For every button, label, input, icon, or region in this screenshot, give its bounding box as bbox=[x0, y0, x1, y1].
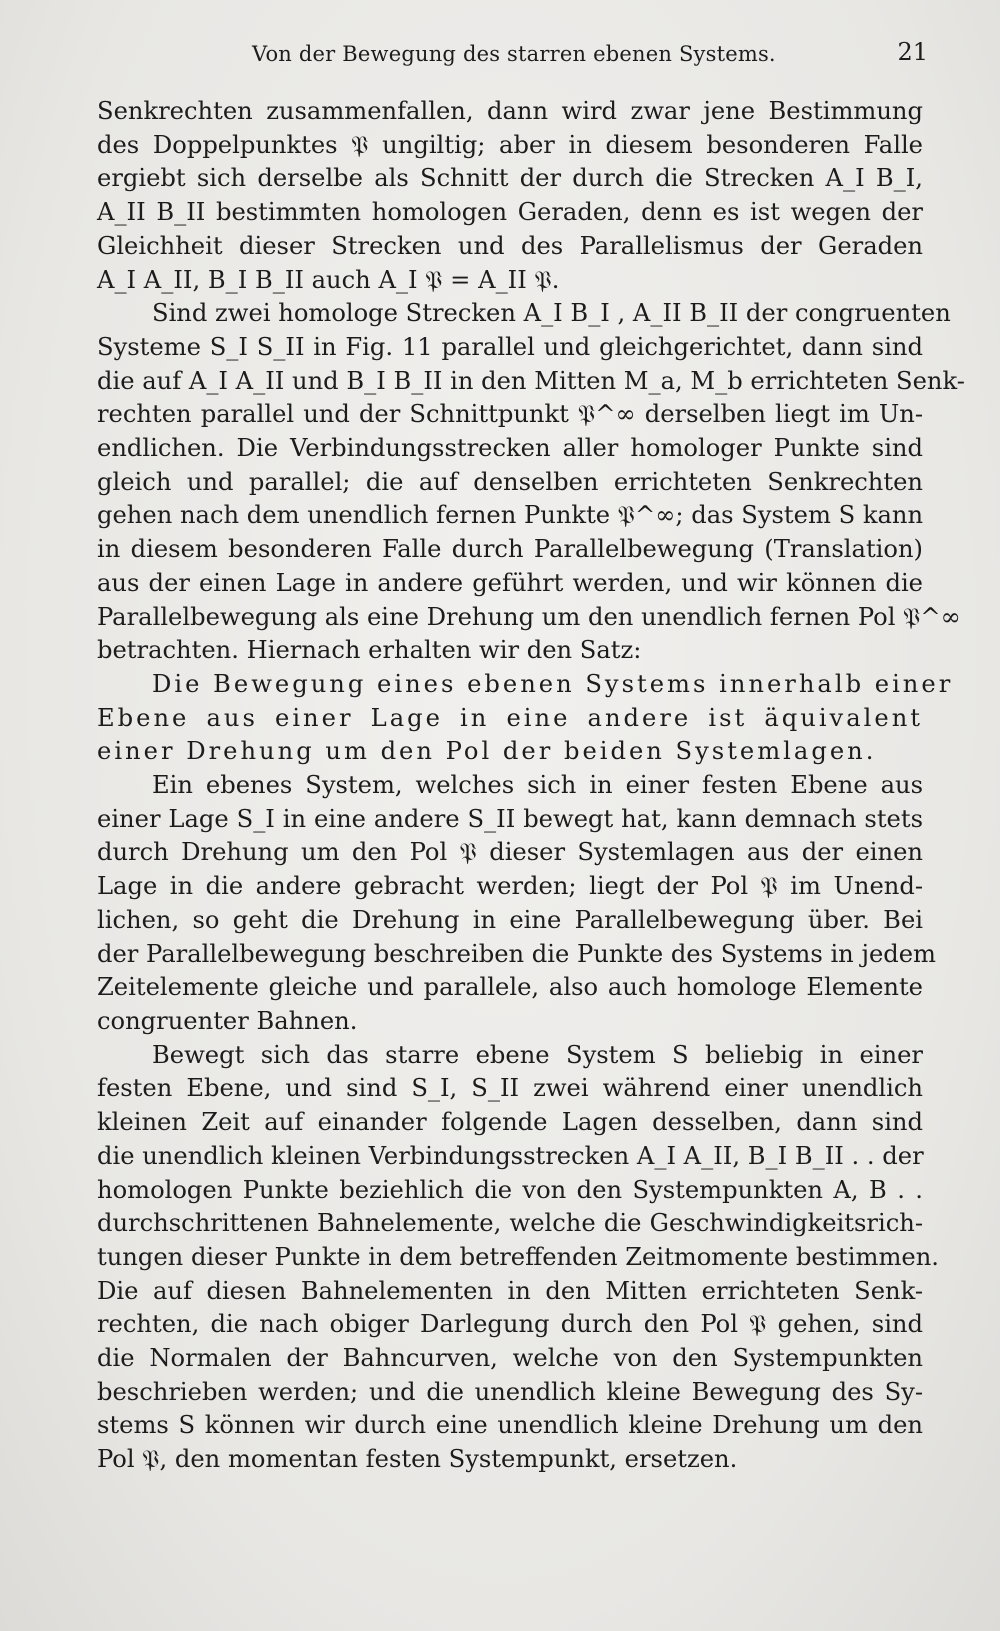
text-line: A_II B_II bestimmten homologen Geraden, denn es ist wegen der bbox=[97, 198, 923, 227]
text-line: die Normalen der Bahncurven, welche von den Systempunkten bbox=[97, 1344, 923, 1373]
text-line: aus der einen Lage in andere geführt werden, und wir können die bbox=[97, 568, 923, 597]
text-line: Systeme S_I S_II in Fig. 11 parallel und gleichgerichtet, dann sind bbox=[97, 332, 923, 361]
running-head: Von der Bewegung des starren ebenen Systems. bbox=[252, 42, 776, 66]
text-line: die auf A_I A_II und B_I B_II in den Mitten M_a, M_b errichteten Senk- bbox=[97, 366, 965, 395]
text-line: homologen Punkte beziehlich die von den Systempunkten A, B . . bbox=[97, 1175, 923, 1204]
text-line: Gleichheit dieser Strecken und des Parallelismus der Geraden bbox=[97, 231, 923, 260]
text-line: des Doppelpunktes 𝔓 ungiltig; aber in diesem besonderen Falle bbox=[97, 130, 923, 159]
text-line: beschrieben werden; und die unendlich kleine Bewegung des Sy- bbox=[97, 1377, 923, 1406]
text-line: Die Bewegung eines ebenen Systems innerhalb einer bbox=[152, 669, 954, 698]
page-number: 21 bbox=[897, 38, 928, 66]
text-line: Senkrechten zusammenfallen, dann wird zwar jene Bestimmung bbox=[97, 97, 923, 125]
text-line: Pol 𝔓, den momentan festen Systempunkt, ersetzen. bbox=[97, 1445, 738, 1474]
text-line: gehen nach dem unendlich fernen Punkte 𝔓^∞; das System S kann bbox=[97, 501, 924, 530]
text-line: Lage in die andere gebracht werden; liegt der Pol 𝔓 im Unend- bbox=[97, 872, 923, 901]
text-line: festen Ebene, und sind S_I, S_II zwei während einer unendlich bbox=[97, 1074, 923, 1103]
text-line: congruenter Bahnen. bbox=[97, 1006, 358, 1035]
text-line: durch Drehung um den Pol 𝔓 dieser Systemlagen aus der einen bbox=[97, 838, 923, 867]
text-line: rechten, die nach obiger Darlegung durch den Pol 𝔓 gehen, sind bbox=[97, 1310, 923, 1339]
text-line: lichen, so geht die Drehung in eine Parallelbewegung über. Bei bbox=[97, 905, 923, 934]
text-line: der Parallelbewegung beschreiben die Punkte des Systems in jedem bbox=[97, 939, 936, 968]
text-line: einer Drehung um den Pol der beiden Systemlagen. bbox=[97, 737, 877, 766]
text-line: Zeitelemente gleiche und parallele, also auch homologe Elemente bbox=[97, 973, 923, 1002]
text-line: tungen dieser Punkte in dem betreffenden Zeitmomente bestimmen. bbox=[97, 1242, 939, 1271]
text-line: in diesem besonderen Falle durch Parallelbewegung (Translation) bbox=[97, 535, 923, 564]
text-line: Bewegt sich das starre ebene System S beliebig in einer bbox=[152, 1040, 923, 1069]
text-line: ergiebt sich derselbe als Schnitt der durch die Strecken A_I B_I, bbox=[97, 164, 923, 193]
text-line: betrachten. Hiernach erhalten wir den Satz: bbox=[97, 636, 642, 665]
text-line: kleinen Zeit auf einander folgende Lagen desselben, dann sind bbox=[97, 1108, 923, 1137]
body-text bbox=[97, 95, 965, 1477]
text-line: Die auf diesen Bahnelementen in den Mitten errichteten Senk- bbox=[97, 1276, 923, 1305]
page-header bbox=[100, 36, 930, 76]
text-line: Sind zwei homologe Strecken A_I B_I , A_II B_II der congruenten bbox=[152, 299, 951, 328]
text-line: Ein ebenes System, welches sich in einer festen Ebene aus bbox=[152, 771, 923, 800]
text-line: endlichen. Die Verbindungsstrecken aller homologer Punkte sind bbox=[97, 434, 923, 463]
text-line: rechten parallel und der Schnittpunkt 𝔓^∞ derselben liegt im Un- bbox=[97, 400, 923, 429]
text-line: einer Lage S_I in eine andere S_II bewegt hat, kann demnach stets bbox=[97, 804, 923, 833]
text-line: durchschrittenen Bahnelemente, welche die Geschwindigkeitsrich- bbox=[97, 1209, 923, 1238]
text-line: die unendlich kleinen Verbindungsstrecken A_I A_II, B_I B_II . . der bbox=[97, 1141, 924, 1170]
text-line: stems S können wir durch eine unendlich kleine Drehung um den bbox=[97, 1411, 923, 1440]
text-line: gleich und parallel; die auf denselben errichteten Senkrechten bbox=[97, 467, 923, 496]
text-line: Parallelbewegung als eine Drehung um den unendlich fernen Pol 𝔓^∞ bbox=[97, 602, 961, 631]
text-line: Ebene aus einer Lage in eine andere ist äquivalent bbox=[97, 703, 923, 732]
text-line: A_I A_II, B_I B_II auch A_I 𝔓 = A_II 𝔓. bbox=[97, 265, 560, 294]
